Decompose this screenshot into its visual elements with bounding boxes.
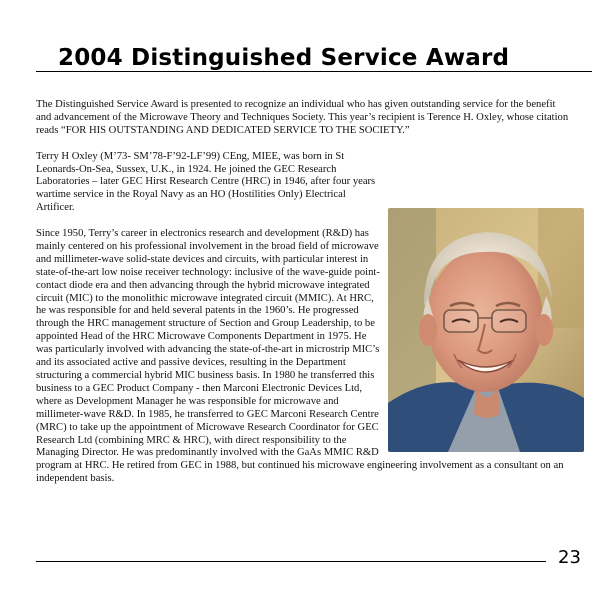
career-paragraph: Since 1950, Terry’s career in electronics research and development (R&D) has mainly centered on his professional involvement in the broad field of microwave and millimeter-wave solid-state devices and circuits, with particular interest in state-of-the-art low noise receiver technology: inclusive of the wave-guide point-contact diode era and then advancing through the hybrid microwave integrated circuit (MIC) to the monolithic microwave integrated circuit (MMIC). At HRC, he was responsible for and held several patents in the 1960’s. He progressed through the HRC management structure of Section and Group Leadership, to be appointed Head of the HRC Microwave Components Department in 1975. He was particularly involved with advancing the state-of-the-art in microstrip MIC’s and its associated active and passive devices, resulting in the Department structuring a commercial hybrid MIC business basis. In 1980 he transferred this business to a GEC Product Company - then Marconi Electronic Devices Ltd, where as Development Manager he was responsible for microwave and millimeter-wave R&D. In 1985, he transferred to GEC Marconi Research Centre (MRC) to take up the appointment of Microwave Research Coordinator for GEC Research Ltd (combining MRC & HRC), with direct responsibility to the Managing Director. He was predominantly involved with the GaAs MMIC R&D program at HRC. He retired from GEC in 1988, but continued his microwave engineering involvement as a consultant on an independent basis. xyxy=(36,228,564,485)
page-title: 2004 Distinguished Service Award xyxy=(58,45,510,71)
bio-paragraph: Terry H Oxley (M’73- SM’78-F’92-LF’99) CEng, MIEE, was born in St Leonards-On-Sea, Sussex, U.K., in 1924. He joined the GEC Research Laboratories – later GEC Hirst Research Centre (HRC) in 1946, after four years wartime service in the Royal Navy as an HO (Hostilities Only) Electrical Artificer. xyxy=(36,150,376,214)
portrait-illustration xyxy=(388,208,584,452)
bottom-divider xyxy=(36,561,546,562)
page-number: 23 xyxy=(558,547,581,568)
top-divider xyxy=(36,71,592,72)
intro-paragraph: The Distinguished Service Award is presented to recognize an individual who has given outstanding service for the benefit and advancement of the Microwave Theory and Techniques Society. This year’s recipient is Terence H. Oxley, whose citation reads “FOR HIS OUTSTANDING AND DEDICATED SERVICE TO THE SOCIETY.” xyxy=(36,99,569,136)
portrait-photo-icon xyxy=(388,208,584,452)
article-body xyxy=(36,99,570,499)
